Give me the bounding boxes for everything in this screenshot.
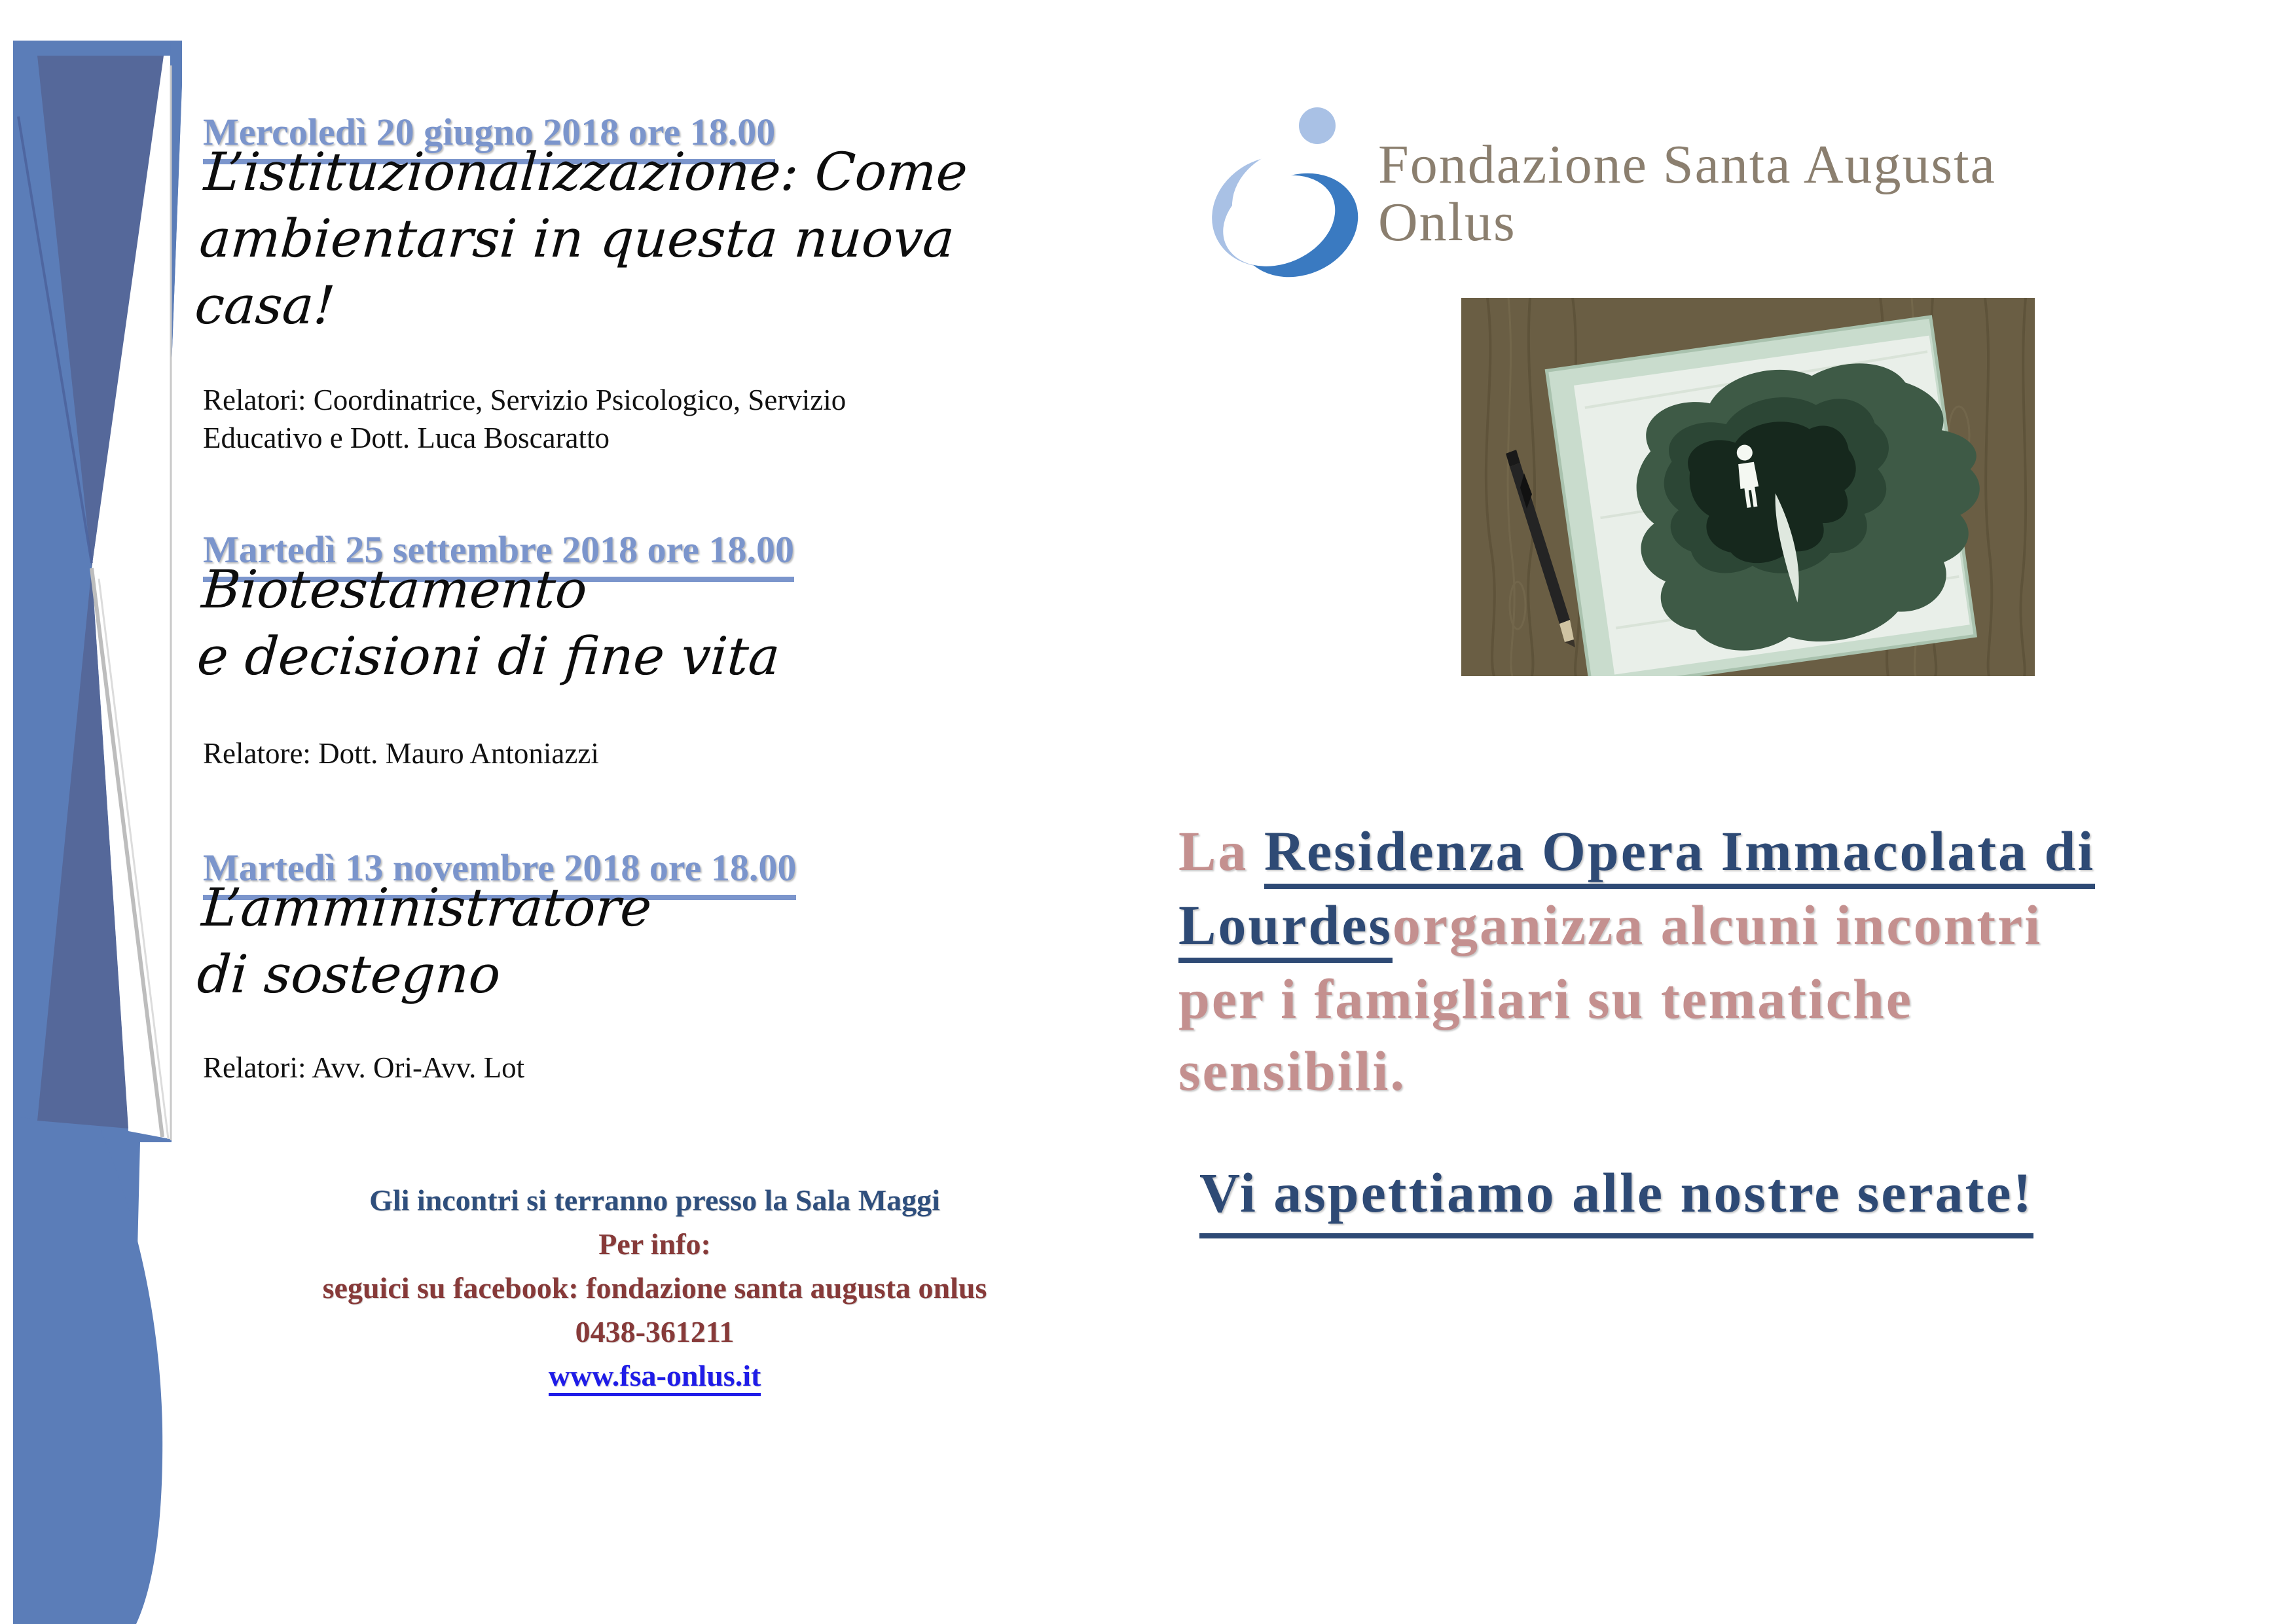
footer-info xyxy=(170,1178,1139,1398)
foundation-logo-icon xyxy=(1208,97,1368,287)
intro-organizza: organizza alcuni incontri xyxy=(1392,893,2043,956)
event-title-1-line-3: casa! xyxy=(192,275,337,336)
event-speakers-2-line-1: Relatore: Dott. Mauro Antoniazzi xyxy=(203,737,599,770)
event-title-2-line-1: Biotestamento xyxy=(200,559,589,620)
event-date-3: Martedì 13 novembre 2018 ore 18.00 xyxy=(203,846,796,900)
intro-paragraph xyxy=(1178,815,2285,1107)
intro-residence-name-2: Lourdes xyxy=(1178,895,1393,963)
intro-line-1 xyxy=(1178,815,2285,889)
event-speakers-1 xyxy=(203,381,846,457)
footer-venue: Gli incontri si terranno presso la Sala Maggi xyxy=(369,1183,940,1217)
footer-facebook: seguici su facebook: fondazione santa augusta onlus xyxy=(322,1271,987,1305)
footer-info-label: Per info: xyxy=(598,1227,711,1261)
website-link[interactable]: www.fsa-onlus.it xyxy=(549,1359,761,1396)
event-title-1 xyxy=(192,139,970,339)
event-title-1-line-2: ambientarsi in questa nuova xyxy=(197,208,957,269)
event-speakers-1-line-2: Educativo e Dott. Luca Boscaratto xyxy=(203,422,610,454)
foundation-onlus: Onlus xyxy=(1378,192,1516,253)
event-title-3-line-1: L’amministratore xyxy=(200,877,654,938)
event-date-2: Martedì 25 settembre 2018 ore 18.00 xyxy=(203,528,794,582)
intro-residence-name-1: Residenza Opera Immacolata di xyxy=(1264,821,2095,889)
intro-la: La xyxy=(1178,820,1264,882)
event-speakers-1-line-1: Relatori: Coordinatrice, Servizio Psicologico, Servizio xyxy=(203,384,847,416)
book-illustration xyxy=(1461,298,2035,676)
event-title-2 xyxy=(195,556,787,690)
event-title-3-line-2: di sostegno xyxy=(195,944,503,1005)
event-speakers-3-line-1: Relatori: Avv. Ori-Avv. Lot xyxy=(203,1051,525,1084)
intro-line-3: per i famigliari su tematiche xyxy=(1178,967,1913,1030)
ribbon-graphic xyxy=(0,0,196,1624)
intro-line-2 xyxy=(1178,889,2285,963)
foundation-logo-text xyxy=(1378,136,1996,251)
event-title-2-line-2: e decisioni di fine vita xyxy=(195,626,782,687)
closing-banner: Vi aspettiamo alle nostre serate! xyxy=(1199,1160,2033,1238)
event-title-1-line-1: L’istituzionalizzazione: Come xyxy=(202,141,970,202)
event-title-3 xyxy=(195,875,654,1008)
footer-phone: 0438-361211 xyxy=(575,1315,735,1348)
event-speakers-3 xyxy=(203,1049,524,1087)
event-speakers-2 xyxy=(203,734,599,772)
foundation-name: Fondazione Santa Augusta xyxy=(1378,134,1996,195)
event-date-1: Mercoledì 20 giugno 2018 ore 18.00 xyxy=(203,110,775,164)
intro-line-4: sensibili. xyxy=(1178,1039,1406,1102)
